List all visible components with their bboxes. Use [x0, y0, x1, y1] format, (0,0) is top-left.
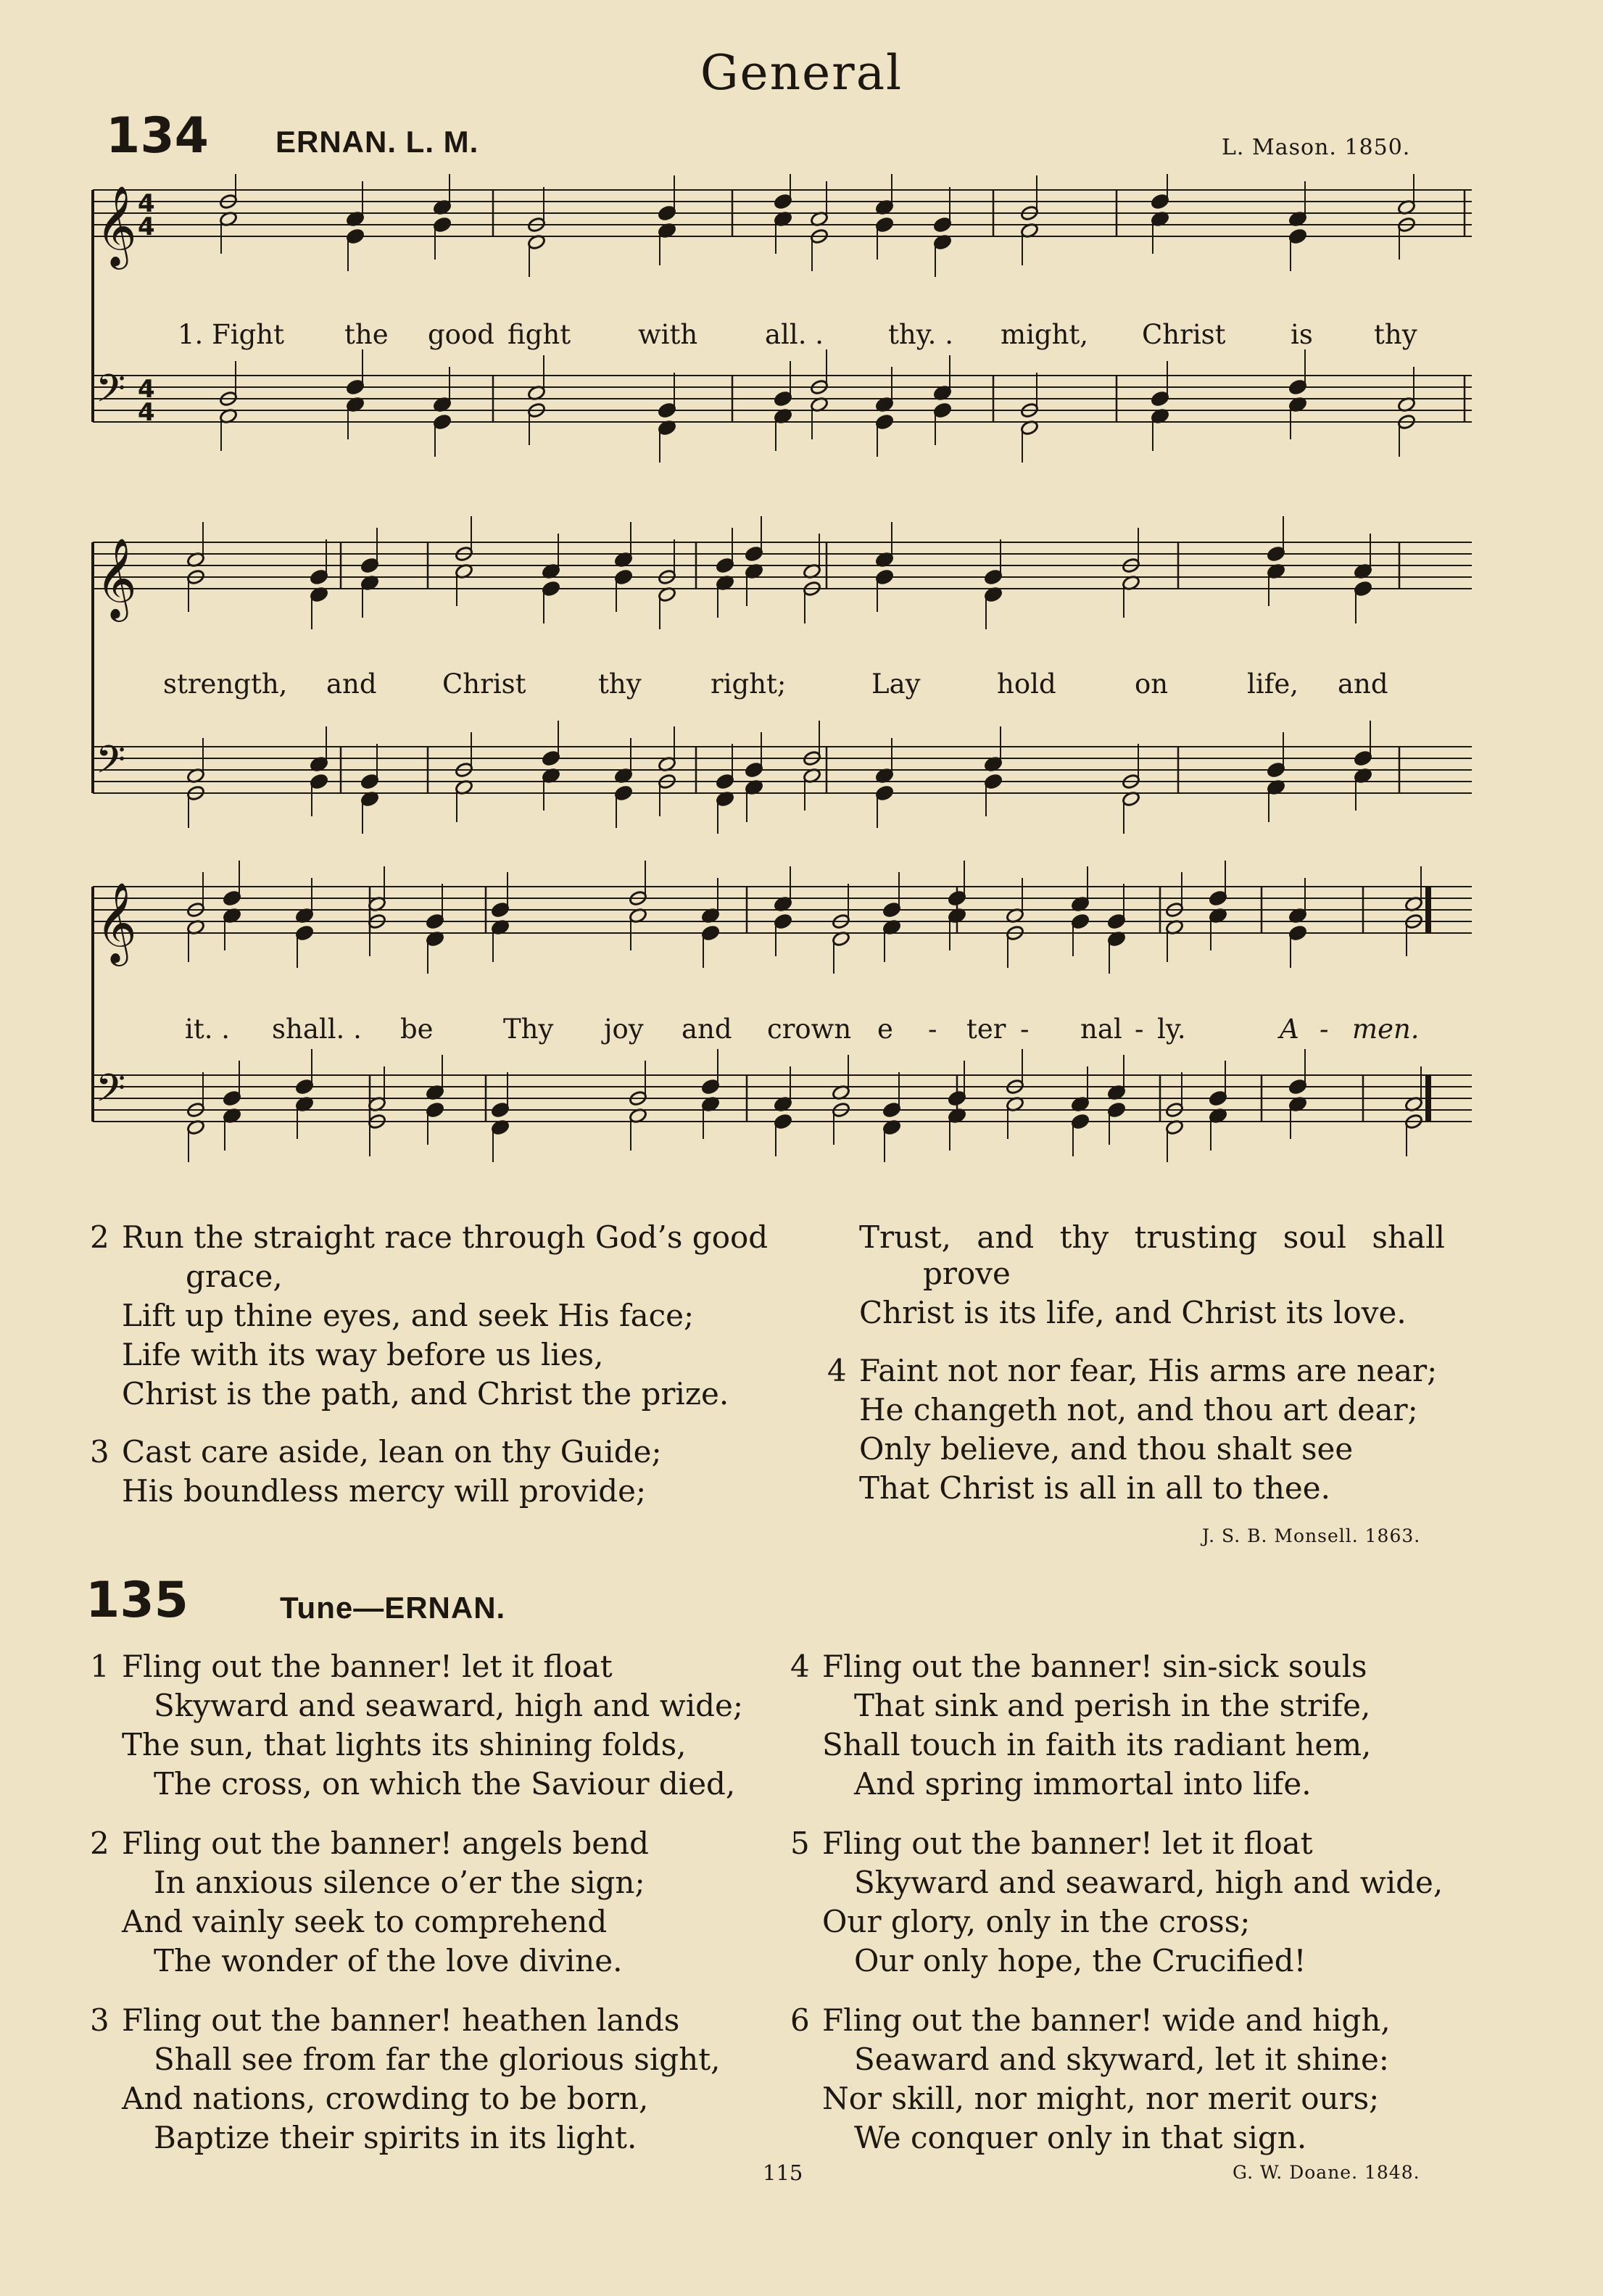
verse-line: His boundless mercy will provide;	[122, 1473, 647, 1509]
verse-line: Our only hope, the Crucified!	[854, 1943, 1306, 1978]
lyric-syllable: A	[1280, 1014, 1299, 1045]
verse-line: And nations, crowding to be born,	[122, 2081, 649, 2116]
verse-line: Shall touch in faith its radiant hem,	[822, 1727, 1372, 1762]
verse-number: 3	[90, 2002, 109, 2038]
verse-line: That Christ is all in all to thee.	[859, 1470, 1330, 1506]
tune-name: ERNAN. L. M.	[276, 125, 479, 159]
verse-line: Faint not nor fear, His arms are near;	[859, 1353, 1438, 1388]
lyric-syllable: shall. .	[272, 1014, 362, 1045]
lyric-syllable: ly.	[1157, 1014, 1186, 1045]
verse-line: Only believe, and thou shalt see	[859, 1431, 1354, 1467]
hymn135-verses-right	[790, 1647, 1475, 2158]
lyric-syllable: on	[1135, 668, 1169, 700]
lyric-syllable: thy	[598, 668, 642, 700]
verse-line: grace,	[186, 1259, 283, 1294]
lyric-syllable: -	[1320, 1014, 1329, 1045]
verse-line: In anxious silence o’er the sign;	[154, 1865, 645, 1900]
time-signature-top: 4	[138, 375, 155, 404]
lyric-syllable: 1. Fight	[178, 319, 284, 350]
lyric-syllable: all. .	[765, 319, 824, 350]
verse-number: 4	[790, 1649, 810, 1684]
author-credit-135: G. W. Doane. 1848.	[1233, 2162, 1420, 2183]
lyric-syllable: strength,	[163, 668, 288, 700]
hymn134-verses-right	[827, 1218, 1483, 1508]
section-title: General	[700, 45, 903, 101]
time-signature-bottom: 4	[138, 212, 155, 241]
verse-line: He changeth not, and thou art dear;	[859, 1392, 1418, 1427]
lyric-syllable: good	[428, 319, 494, 350]
composer-credit: L. Mason. 1850.	[1222, 135, 1411, 160]
verse-line: Baptize their spirits in its light.	[154, 2120, 637, 2155]
lyric-syllable: is	[1291, 319, 1313, 350]
verse-number: 5	[790, 1825, 810, 1861]
hymn-number-134: 134	[106, 107, 209, 165]
lyric-syllable: the	[344, 319, 389, 350]
verse-number: 3	[90, 1434, 109, 1470]
lyric-syllable: might,	[1001, 319, 1089, 350]
page-number: 115	[763, 2160, 803, 2185]
music-score	[87, 174, 1473, 1174]
lyric-syllable: life,	[1247, 668, 1299, 700]
lyric-syllable: men.	[1352, 1014, 1420, 1045]
treble-clef: 𝄞	[96, 537, 137, 618]
lyric-syllable: -	[1135, 1014, 1144, 1045]
time-signature-top: 4	[138, 189, 155, 218]
verse-line: Skyward and seaward, high and wide,	[854, 1865, 1443, 1900]
verse-line: The cross, on which the Saviour died,	[154, 1766, 736, 1802]
lyric-syllable: ter	[966, 1014, 1006, 1045]
verse-number: 2	[90, 1825, 109, 1861]
verse-line: prove	[923, 1256, 1011, 1291]
verse-line: Skyward and seaward, high and wide;	[154, 1688, 744, 1723]
verse-line: Fling out the banner! heathen lands	[122, 2002, 680, 2038]
lyric-syllable: and	[1338, 668, 1388, 700]
verse-number: 1	[90, 1649, 109, 1684]
bass-clef: 𝄢	[96, 367, 126, 420]
verse-line: That sink and perish in the strife,	[854, 1688, 1371, 1723]
verse-line: Our glory, only in the cross;	[822, 1904, 1251, 1939]
lyric-syllable: be	[400, 1014, 434, 1045]
bass-clef: 𝄢	[96, 1066, 126, 1120]
treble-clef: 𝄞	[96, 185, 137, 266]
lyric-syllable: Thy	[503, 1014, 554, 1045]
lyric-syllable: nal	[1080, 1014, 1122, 1045]
verse-line: Christ is its life, and Christ its love.	[859, 1295, 1407, 1330]
lyric-syllable: -	[1020, 1014, 1030, 1045]
bass-clef: 𝄢	[96, 738, 126, 792]
tune-reference: Tune—ERNAN.	[280, 1591, 506, 1625]
author-credit: J. S. B. Monsell. 1863.	[1202, 1525, 1421, 1546]
verse-line: Cast care aside, lean on thy Guide;	[122, 1434, 662, 1470]
lyric-syllable: and	[682, 1014, 732, 1045]
verse-line: Run the straight race through God’s good	[122, 1219, 769, 1255]
verse-number: 2	[90, 1219, 109, 1255]
lyric-syllable: right;	[711, 668, 787, 700]
verse-line: And spring immortal into life.	[854, 1766, 1312, 1802]
lyric-syllable: joy	[604, 1014, 644, 1045]
hymn134-verses-left	[90, 1218, 811, 1511]
verse-line: Shall see from far the glorious sight,	[154, 2042, 721, 2077]
lyric-syllable: hold	[997, 668, 1056, 700]
lyric-syllable: Christ	[1142, 319, 1226, 350]
verse-line: And vainly seek to comprehend	[122, 1904, 608, 1939]
lyric-syllable: -	[928, 1014, 937, 1045]
verse-line: Seaward and skyward, let it shine:	[854, 2042, 1389, 2077]
verse-line: The sun, that lights its shining folds,	[122, 1727, 687, 1762]
verse-line: The wonder of the love divine.	[154, 1943, 623, 1978]
verse-number: 6	[790, 2002, 810, 2038]
lyric-syllable: e	[877, 1014, 893, 1045]
lyric-syllable: Lay	[871, 668, 921, 700]
verse-line: Lift up thine eyes, and seek His face;	[122, 1298, 695, 1333]
lyric-syllable: with	[638, 319, 698, 350]
hymn-number-135: 135	[86, 1572, 189, 1629]
verse-line: Fling out the banner! let it float	[122, 1649, 613, 1684]
lyric-syllable: it. .	[185, 1014, 230, 1045]
verse-number: 4	[827, 1353, 847, 1388]
lyric-syllable: crown	[767, 1014, 852, 1045]
verse-line: Trust, and thy trusting soul shall	[859, 1219, 1445, 1255]
verse-line: Nor skill, nor might, nor merit ours;	[822, 2081, 1380, 2116]
treble-clef: 𝄞	[96, 882, 137, 963]
lyric-syllable: thy	[1374, 319, 1417, 350]
verse-line: Fling out the banner! sin-sick souls	[822, 1649, 1367, 1684]
verse-line: Christ is the path, and Christ the prize.	[122, 1376, 729, 1412]
verse-line: Fling out the banner! let it float	[822, 1825, 1313, 1861]
verse-line: Fling out the banner! wide and high,	[822, 2002, 1391, 2038]
time-signature-bottom: 4	[138, 398, 155, 427]
hymn135-verses-left	[90, 1647, 789, 2158]
lyric-syllable: fight	[508, 319, 571, 350]
verse-line: Fling out the banner! angels bend	[122, 1825, 650, 1861]
lyric-syllable: Christ	[442, 668, 526, 700]
lyric-syllable: and	[326, 668, 377, 700]
verse-line: We conquer only in that sign.	[854, 2120, 1307, 2155]
lyric-syllable: thy. .	[888, 319, 953, 350]
verse-line: Life with its way before us lies,	[122, 1337, 604, 1372]
